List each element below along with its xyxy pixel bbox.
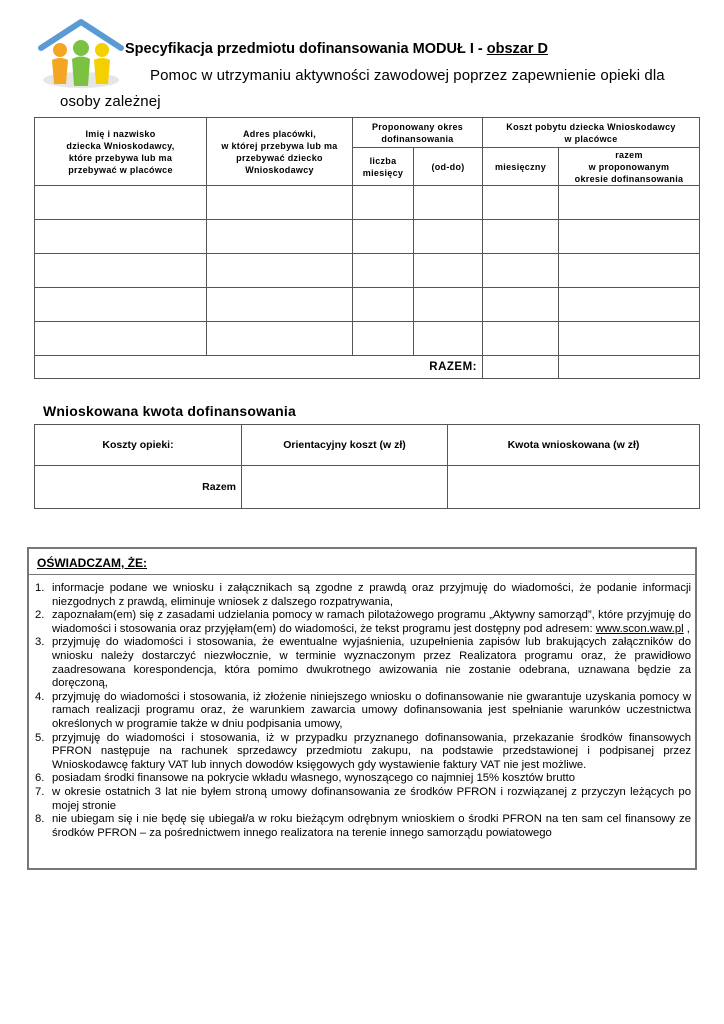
cell-input[interactable]	[353, 220, 414, 254]
estimated-cost-input[interactable]	[242, 466, 448, 509]
cell-input[interactable]	[483, 254, 559, 288]
cell-input[interactable]	[414, 322, 483, 356]
declaration-list	[35, 582, 691, 840]
table-row	[35, 254, 700, 288]
col-header-facility-address: Adres placówki, w której przebywa lub ma przebywać dziecko Wnioskodawcy	[207, 118, 353, 186]
list-item: 1. informacje podane we wniosku i załącznikach są zgodne z prawdą oraz przyjmuję do wiadomości, że podanie informacji niezgodnych z prawdą, eliminuje wniosek z dalszego rozpatrywania,	[35, 582, 691, 608]
cell-input[interactable]	[207, 186, 353, 220]
subtitle-line-2: osoby zależnej	[60, 93, 161, 110]
col-header-care-costs: Koszty opieki:	[35, 425, 242, 466]
cell-input[interactable]	[207, 322, 353, 356]
cell-input[interactable]	[353, 288, 414, 322]
cell-input[interactable]	[353, 322, 414, 356]
cell-input[interactable]	[559, 288, 700, 322]
cell-input[interactable]	[483, 288, 559, 322]
cell-input[interactable]	[35, 322, 207, 356]
col-header-group-cost: Koszt pobytu dziecka Wnioskodawcy w placówce	[483, 118, 700, 148]
declaration-box	[27, 547, 697, 870]
table-row	[35, 322, 700, 356]
col-header-from-to: (od-do)	[414, 148, 483, 186]
col-header-total-period: razem w proponowanym okresie dofinansowania	[559, 148, 700, 186]
cell-input[interactable]	[483, 220, 559, 254]
divider	[29, 574, 695, 575]
logo-icon	[38, 18, 124, 90]
cell-input[interactable]	[35, 186, 207, 220]
col-header-group-period: Proponowany okres dofinansowania	[353, 118, 483, 148]
total-row	[35, 356, 700, 379]
cell-input[interactable]	[559, 322, 700, 356]
cell-input[interactable]	[353, 254, 414, 288]
cell-input[interactable]	[207, 288, 353, 322]
cell-input[interactable]	[483, 322, 559, 356]
cell-input[interactable]	[483, 186, 559, 220]
cell-input[interactable]	[559, 186, 700, 220]
col-header-months: liczba miesięcy	[353, 148, 414, 186]
cell-input[interactable]	[207, 254, 353, 288]
total-monthly-input[interactable]	[483, 356, 559, 379]
list-item: 7. w okresie ostatnich 3 lat nie byłem stroną umowy dofinansowania ze środków PFRON i rozwiązanej z przyczyn leżących po mojej stronie	[35, 785, 691, 812]
title-area: obszar D	[486, 41, 548, 57]
requested-amount-input[interactable]	[448, 466, 700, 509]
list-item: 2. zapoznałam(em) się z zasadami udzielania pomocy w ramach pilotażowego programu „Aktywny samorząd”, które przyjmuję do wiadomości i stosowania oraz przyjęłam(em) do wiadomości, że tekst programu jest dostępny pod adresem: www.scon.waw.pl ,	[35, 609, 691, 635]
cell-input[interactable]	[414, 186, 483, 220]
total-label: RAZEM:	[35, 356, 483, 379]
declaration-title: OŚWIADCZAM, ŻE:	[37, 556, 147, 570]
table-row	[35, 288, 700, 322]
specification-table	[34, 117, 700, 379]
cell-input[interactable]	[207, 220, 353, 254]
cell-input[interactable]	[353, 186, 414, 220]
list-item: 8. nie ubiegam się i nie będę się ubiegał/a w roku bieżącym odrębnym wnioskiem o środki PFRON na ten sam cel finansowy ze środków PFRON – za pośrednictwem innego realizatora na terenie innego samorządu powiatowego	[35, 813, 691, 839]
section-heading-requested-amount: Wnioskowana kwota dofinansowania	[43, 403, 296, 419]
cell-input[interactable]	[414, 288, 483, 322]
cell-input[interactable]	[35, 254, 207, 288]
row-label-total: Razem	[35, 466, 242, 509]
program-url-link[interactable]: www.scon.waw.pl	[595, 622, 684, 635]
cell-input[interactable]	[35, 288, 207, 322]
list-item: 4. przyjmuję do wiadomości i stosowania, iż złożenie niniejszego wniosku o dofinansowanie nie gwarantuje uzyskania pomocy w ramach realizacji programu oraz, że warunkiem zawarcia umowy dofinansowania jest spełnianie warunków uczestnictwa określonych w programie także w dniu podpisania umowy,	[35, 690, 691, 730]
list-item: 3. przyjmuję do wiadomości i stosowania, że ewentualne wyjaśnienia, uzupełnienia zapisów lub brakujących załączników do wniosku należy dostarczyć niezwłocznie, w terminie wyznaczonym przez Realizatora programu oraz, że prawidłowo zaadresowana korespondencja, która pomimo dwukrotnego awizowania nie zostanie odebrana, uznawana będzie za doręczoną,	[35, 636, 691, 690]
list-item: 5. przyjmuję do wiadomości i stosowania, iż w przypadku przyznanego dofinansowania, przekazanie środków finansowych PFRON następuje na rachunek sprzedawcy przedmiotu zakupu, na podstawie przedstawionej i podpisanej przez Wnioskodawcę faktury VAT lub innych dowodów księgowych gdy wystawienie faktury VAT nie jest możliwe.	[35, 731, 691, 771]
total-period-input[interactable]	[559, 356, 700, 379]
page-title	[125, 41, 548, 57]
list-item: 6. posiadam środki finansowe na pokrycie wkładu własnego, wynoszącego co najmniej 15% kosztów brutto	[35, 772, 576, 785]
cell-input[interactable]	[559, 254, 700, 288]
col-header-monthly: miesięczny	[483, 148, 559, 186]
requested-amount-table	[34, 424, 700, 509]
col-header-estimated-cost: Orientacyjny koszt (w zł)	[242, 425, 448, 466]
col-header-child-name: Imię i nazwisko dziecka Wnioskodawcy, które przebywa lub ma przebywać w placówce	[35, 118, 207, 186]
cell-input[interactable]	[35, 220, 207, 254]
table-row	[35, 220, 700, 254]
col-header-requested-amount: Kwota wnioskowana (w zł)	[448, 425, 700, 466]
subtitle-line-1: Pomoc w utrzymaniu aktywności zawodowej poprzez zapewnienie opieki dla	[150, 67, 665, 84]
cell-input[interactable]	[414, 254, 483, 288]
title-main: Specyfikacja przedmiotu dofinansowania MODUŁ I -	[125, 41, 487, 57]
cell-input[interactable]	[414, 220, 483, 254]
cell-input[interactable]	[559, 220, 700, 254]
table-row	[35, 186, 700, 220]
